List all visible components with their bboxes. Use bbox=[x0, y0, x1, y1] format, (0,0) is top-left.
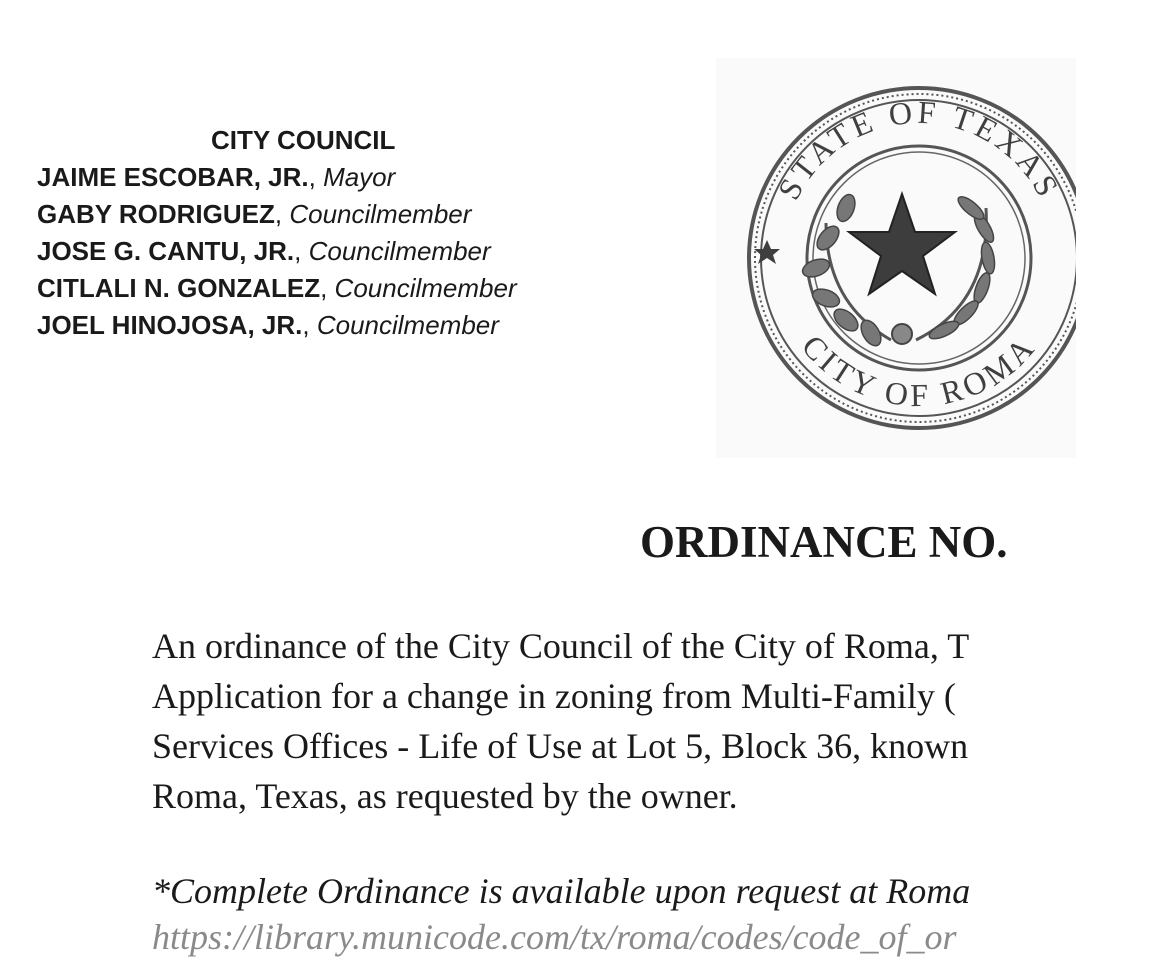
city-seal bbox=[716, 58, 1076, 458]
council-member: GABY RODRIGUEZ, Councilmember bbox=[37, 199, 472, 229]
member-role: Councilmember bbox=[334, 273, 517, 303]
member-role: Councilmember bbox=[316, 310, 499, 340]
city-council-block bbox=[37, 122, 637, 344]
council-member: CITLALI N. GONZALEZ, Councilmember bbox=[37, 273, 517, 303]
ordinance-title: ORDINANCE NO. bbox=[640, 517, 1008, 567]
svg-text:CITY OF ROMA: CITY OF ROMA bbox=[794, 327, 1044, 414]
member-role: Councilmember bbox=[289, 199, 472, 229]
city-council-heading: CITY COUNCIL bbox=[211, 125, 396, 155]
ordinance-body-line: An ordinance of the City Council of the City of Roma, T bbox=[152, 626, 970, 666]
member-role: Councilmember bbox=[308, 236, 491, 266]
city-seal-icon bbox=[716, 58, 1076, 458]
member-name: JOEL HINOJOSA, JR. bbox=[37, 310, 303, 340]
ordinance-body-line: Services Offices - Life of Use at Lot 5, Block 36, known bbox=[152, 726, 969, 766]
council-member: JOSE G. CANTU, JR., Councilmember bbox=[37, 236, 491, 266]
member-name: GABY RODRIGUEZ bbox=[37, 199, 275, 229]
member-name: JOSE G. CANTU, JR. bbox=[37, 236, 295, 266]
svg-text:STATE OF TEXAS: STATE OF TEXAS bbox=[770, 93, 1068, 206]
availability-note: *Complete Ordinance is available upon request at Roma bbox=[152, 871, 971, 911]
ordinance-body-line: Application for a change in zoning from Multi-Family ( bbox=[152, 676, 956, 716]
ordinance-body bbox=[152, 621, 1152, 821]
member-name: JAIME ESCOBAR, JR. bbox=[37, 162, 309, 192]
member-role: Mayor bbox=[323, 162, 396, 192]
member-name: CITLALI N. GONZALEZ bbox=[37, 273, 321, 303]
council-member: JOEL HINOJOSA, JR., Councilmember bbox=[37, 310, 499, 340]
council-member-mayor: JAIME ESCOBAR, JR., Mayor bbox=[37, 162, 396, 192]
municode-link[interactable]: https://library.municode.com/tx/roma/codes/code_of_or bbox=[152, 917, 957, 957]
ordinance-body-line: Roma, Texas, as requested by the owner. bbox=[152, 776, 738, 816]
